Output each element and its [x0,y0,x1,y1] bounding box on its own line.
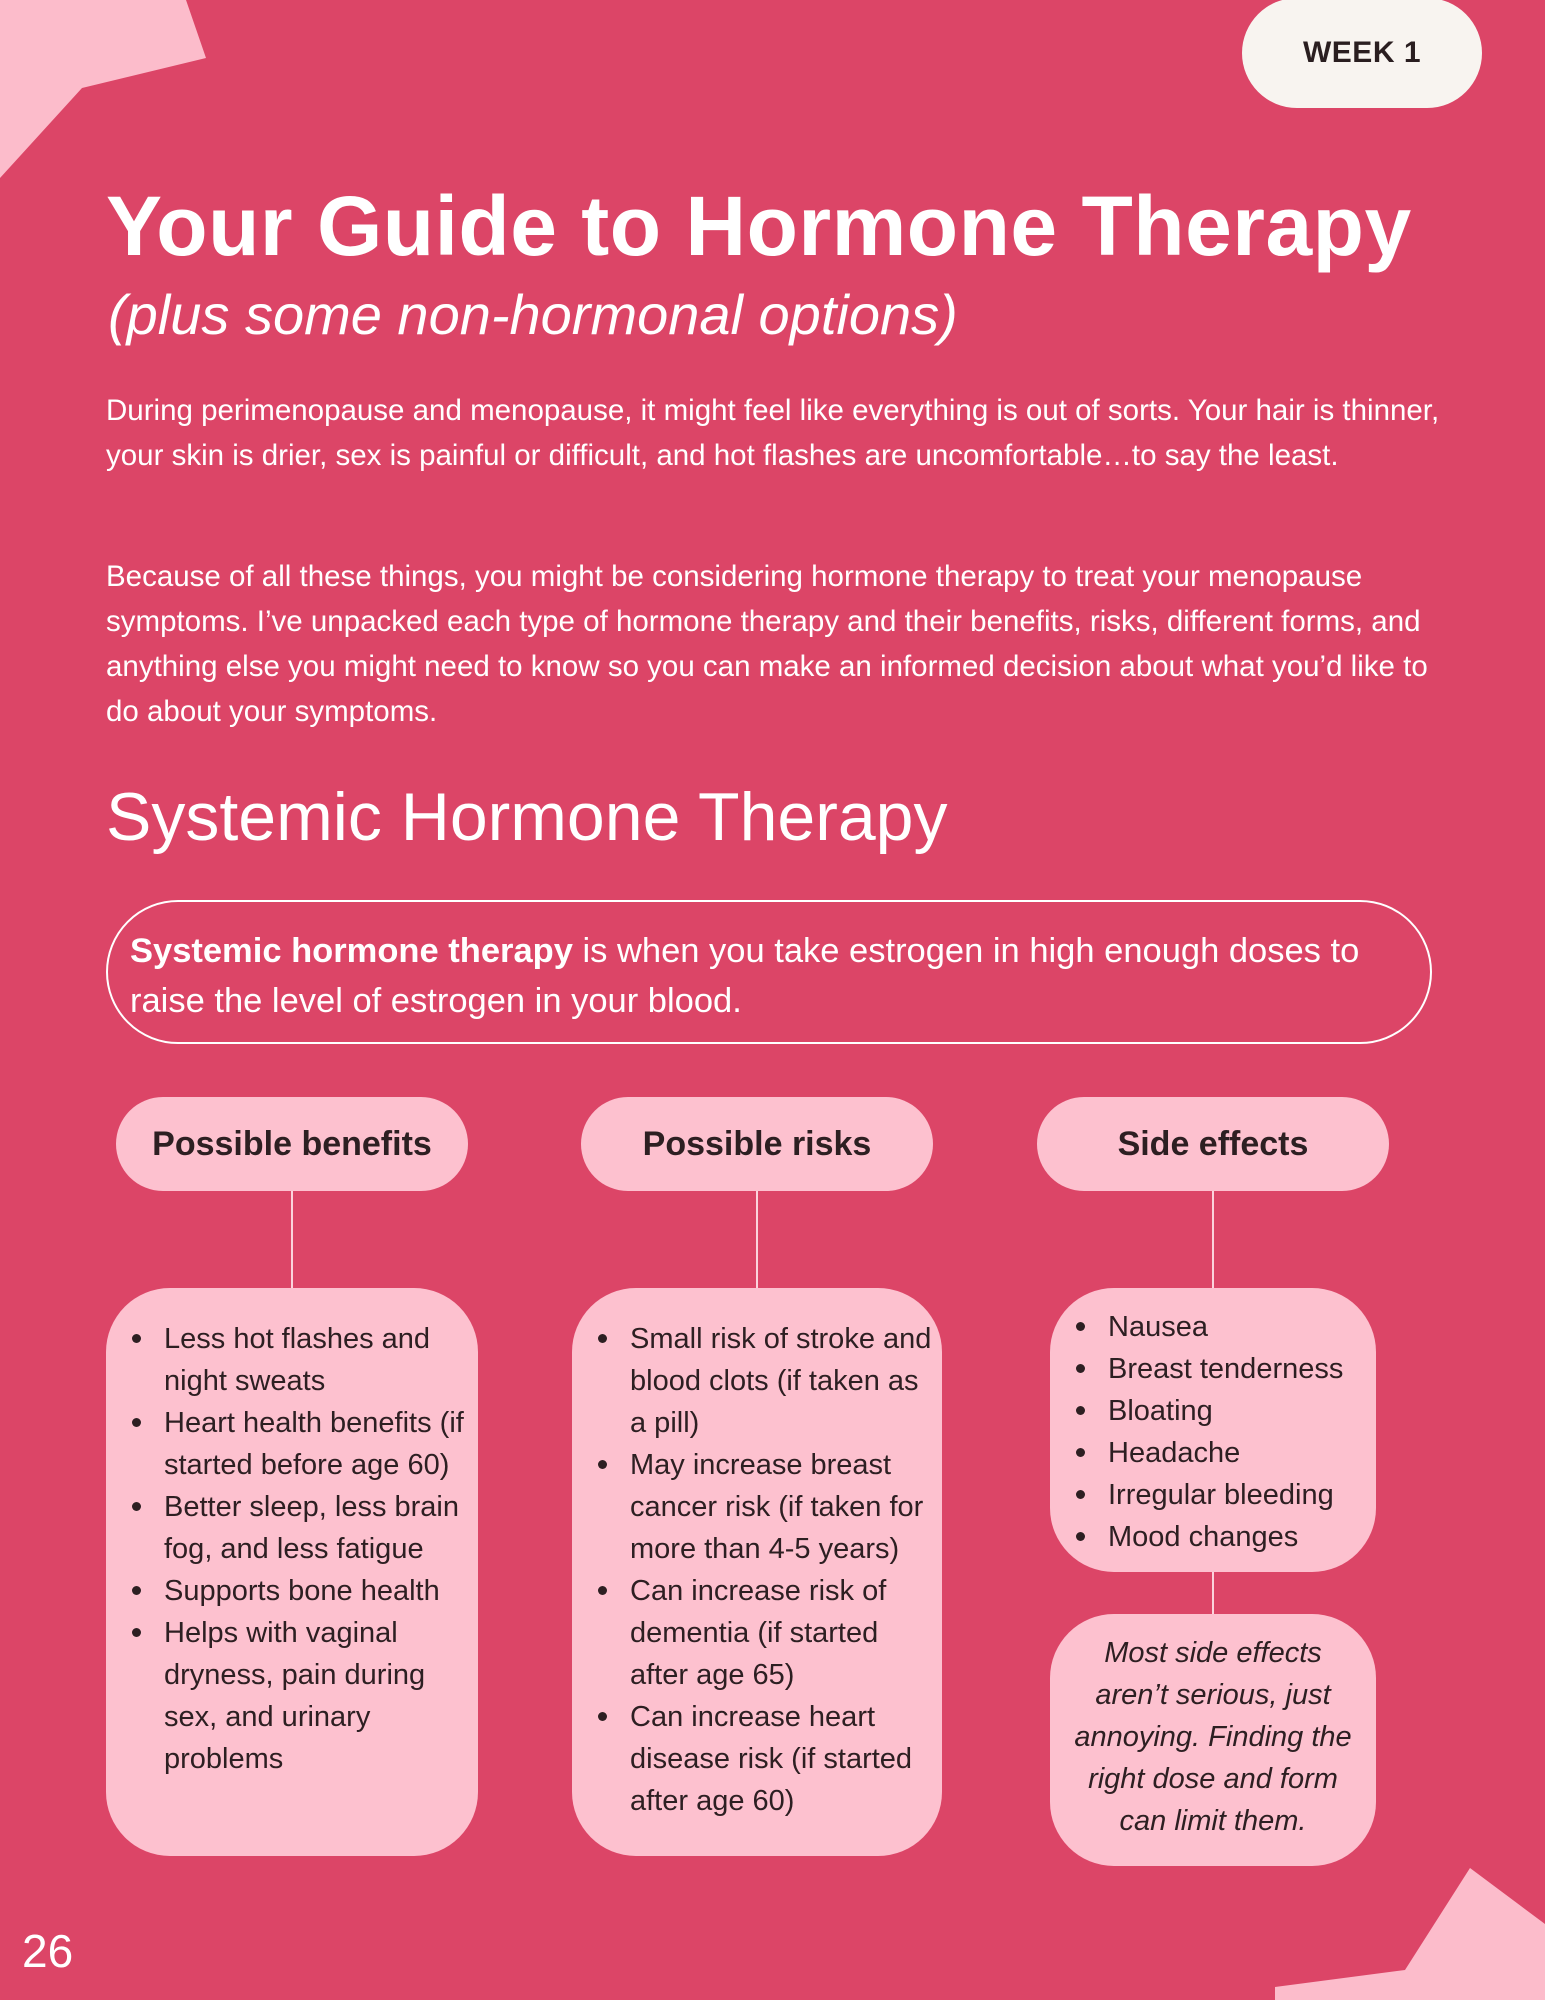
list-item: Better sleep, less brain fog, and less fatigue [164,1486,466,1570]
risks-card [572,1288,942,1856]
definition-text: is when you take estrogen in high enough doses to raise the level of estrogen in your blood. [130,932,1360,1020]
benefits-label: Possible benefits [152,1124,432,1163]
connector-line [1212,1572,1214,1614]
list-item: Small risk of stroke and blood clots (if taken as a pill) [630,1318,936,1444]
page-subtitle: (plus some non-hormonal options) [108,283,958,346]
list-item: Heart health benefits (if started before age 60) [164,1402,466,1486]
side-effects-list [1050,1306,1370,1558]
list-item: Bloating [1108,1390,1370,1432]
connector-line [756,1191,758,1289]
risks-list [572,1318,936,1822]
list-item: May increase breast cancer risk (if taken for more than 4-5 years) [630,1444,936,1570]
list-item: Breast tenderness [1108,1348,1370,1390]
section-heading: Systemic Hormone Therapy [106,779,948,855]
benefits-card [106,1288,478,1856]
list-item: Less hot flashes and night sweats [164,1318,466,1402]
week-badge: WEEK 1 [1242,0,1482,108]
benefits-list [106,1318,466,1780]
page-title: Your Guide to Hormone Therapy [106,179,1412,273]
side-effects-card [1050,1288,1376,1572]
list-item: Mood changes [1108,1516,1370,1558]
list-item: Can increase risk of dementia (if started after age 65) [630,1570,936,1696]
list-item: Supports bone health [164,1570,466,1612]
connector-line [291,1191,293,1289]
decorative-shape-bottom-right [1275,1860,1545,2000]
list-item: Irregular bleeding [1108,1474,1370,1516]
definition-box [106,900,1432,1044]
definition-term: Systemic hormone therapy [130,932,573,970]
side-effects-note [1050,1614,1376,1866]
list-item: Helps with vaginal dryness, pain during sex, and urinary problems [164,1612,466,1780]
side-effects-label: Side effects [1117,1124,1309,1163]
connector-line [1212,1191,1214,1289]
side-effects-note-text: Most side effects aren’t serious, just annoying. Finding the right dose and form can limit them. [1074,1637,1352,1837]
list-item: Nausea [1108,1306,1370,1348]
intro-paragraph: Because of all these things, you might be considering hormone therapy to treat your menopause symptoms. I’ve unpacked each type of hormone therapy and their benefits, risks, different forms, and anything else you might need to know so you can make an informed decision about what you’d like to do about your symptoms. [106,560,1428,728]
benefits-pill [116,1097,468,1191]
decorative-shape-top-left [0,0,210,180]
side-effects-pill [1037,1097,1389,1191]
risks-label: Possible risks [642,1124,872,1163]
risks-pill [581,1097,933,1191]
page-number: 26 [22,1925,74,1977]
list-item: Can increase heart disease risk (if started after age 60) [630,1696,936,1822]
intro-paragraph: During perimenopause and menopause, it might feel like everything is out of sorts. Your hair is thinner, your skin is drier, sex is painful or difficult, and hot flashes are uncomfortable…to say the least. [106,394,1440,472]
list-item: Headache [1108,1432,1370,1474]
